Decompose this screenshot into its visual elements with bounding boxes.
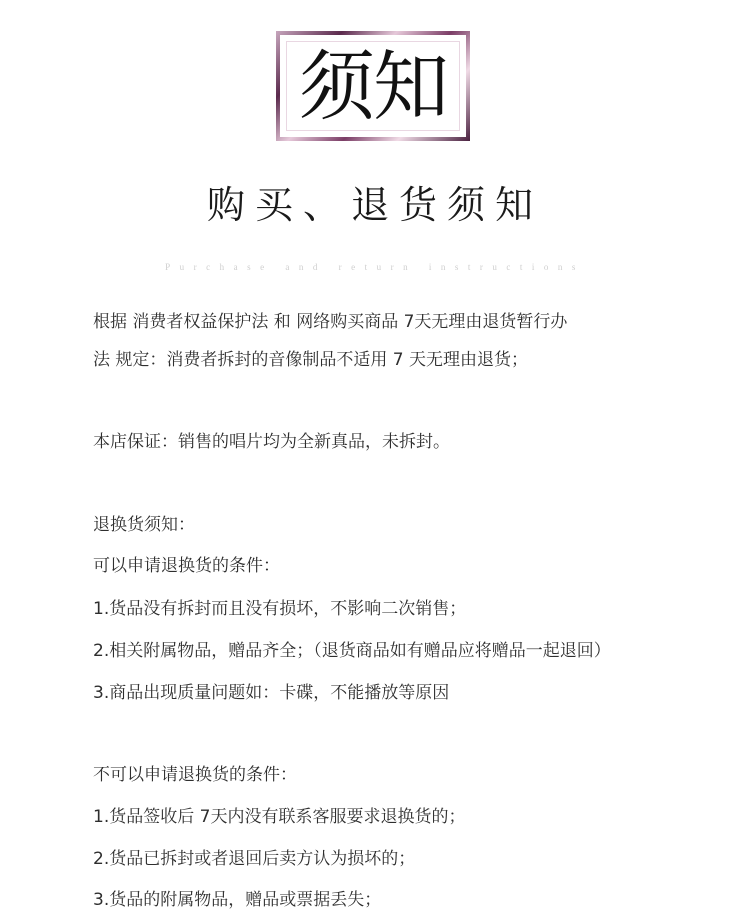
disallowed-condition-3: 3.货品的附属物品，赠品或票据丢失； xyxy=(93,890,382,910)
allowed-condition-3: 3.商品出现质量问题如：卡碟，不能播放等原因 xyxy=(93,683,450,703)
disallowed-condition-2: 2.货品已拆封或者退回后卖方认为损坏的； xyxy=(93,849,416,869)
allowed-condition-2: 2.相关附属物品，赠品齐全；（退货商品如有赠品应将赠品一起退回） xyxy=(93,641,611,661)
disallowed-condition-1: 1.货品签收后 7天内没有联系客服要求退换货的； xyxy=(93,807,466,827)
allowed-conditions-heading: 可以申请退换货的条件： xyxy=(93,556,280,576)
page-subtitle-english: Purchase and return instructions xyxy=(165,262,585,272)
law-reference-line-2: 法 规定：消费者拆封的音像制品不适用 7 天无理由退货； xyxy=(93,350,529,370)
page-subtitle: 购买、退货须知 xyxy=(206,183,543,227)
return-notice-heading: 退换货须知： xyxy=(93,515,195,535)
law-reference-line-1: 根据 消费者权益保护法 和 网络购买商品 7天无理由退货暂行办 xyxy=(93,312,568,332)
title-frame xyxy=(276,31,470,141)
page-title: 须知 xyxy=(299,42,447,131)
store-guarantee: 本店保证：销售的唱片均为全新真品，未拆封。 xyxy=(93,432,450,452)
disallowed-conditions-heading: 不可以申请退换货的条件： xyxy=(93,765,297,785)
allowed-condition-1: 1.货品没有拆封而且没有损坏，不影响二次销售； xyxy=(93,599,467,619)
